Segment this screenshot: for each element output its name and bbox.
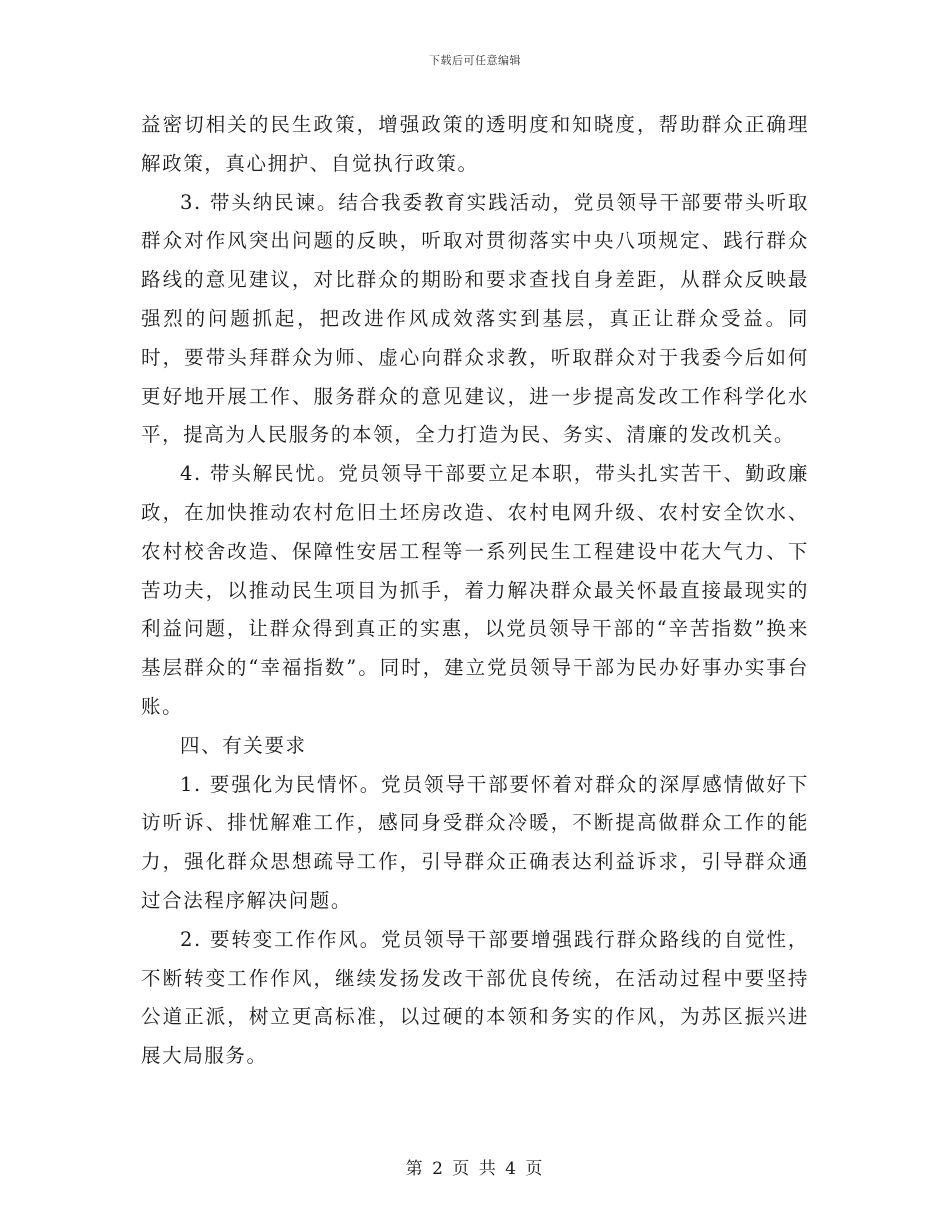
section-heading: 四、有关要求 xyxy=(180,733,307,757)
header-note: 下载后可任意编辑 xyxy=(429,54,521,67)
requirement-item-2: 2. 要转变工作作风。党员领导干部要增强践行群众路线的自觉性，不断转变工作作风，继续发扬发改干部优良传统，在活动过程中要坚持公道正派，树立更高标准，以过硬的本领和务实的作风，为苏区振兴进展大局服务。 xyxy=(141,927,809,1068)
paragraph-item-4: 4. 带头解民忧。党员领导干部要立足本职，带头扎实苦干、勤政廉政，在加快推动农村危旧土坯房改造、农村电网升级、农村安全饮水、农村校舍改造、保障性安居工程等一系列民生工程建设中花大气力、下苦功夫，以推动民生项目为抓手，着力解决群众最关怀最直接最现实的利益问题，让群众得到真正的实惠，以党员领导干部的“辛苦指数”换来基层群众的“幸福指数”。同时，建立党员领导干部为民办好事办实事台账。 xyxy=(141,462,809,718)
paragraph-item-3: 3. 带头纳民谏。结合我委教育实践活动，党员领导干部要带头听取群众对作风突出问题的反映，听取对贯彻落实中央八项规定、践行群众路线的意见建议，对比群众的期盼和要求查找自身差距，从群众反映最强烈的问题抓起，把改进作风成效落实到基层，真正让群众受益。同时，要带头拜群众为师、虚心向群众求教，听取群众对于我委今后如何更好地开展工作、服务群众的意见建议，进一步提高发改工作科学化水平，提高为人民服务的本领，全力打造为民、务实、清廉的发改机关。 xyxy=(141,190,809,447)
page-number: 第 2 页 共 4 页 xyxy=(405,1159,545,1179)
document-body xyxy=(141,106,809,1076)
requirement-item-1: 1. 要强化为民情怀。党员领导干部要怀着对群众的深厚感情做好下访听诉、排忧解难工作，感同身受群众冷暖，不断提高做群众工作的能力，强化群众思想疏导工作，引导群众正确表达利益诉求，引导群众通过合法程序解决问题。 xyxy=(141,772,809,912)
paragraph-continuation: 益密切相关的民生政策，增强政策的透明度和知晓度，帮助群众正确理解政策，真心拥护、自觉执行政策。 xyxy=(141,113,809,175)
